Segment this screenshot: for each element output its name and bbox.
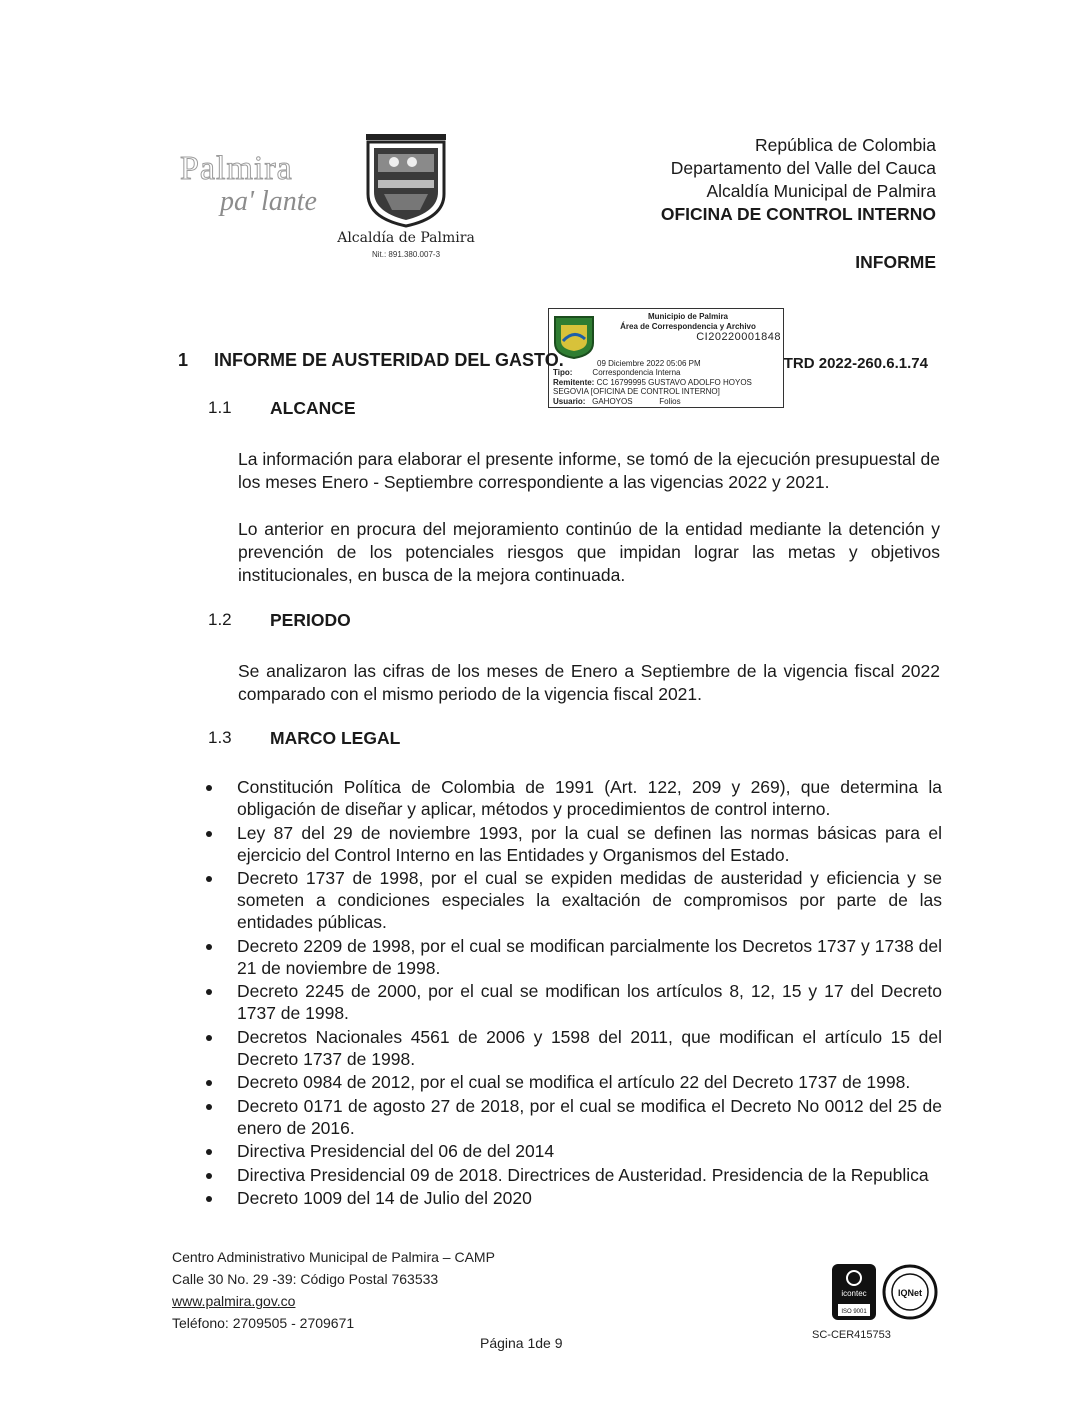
marco-legal-number: 1.3 xyxy=(208,728,232,747)
alcance-number: 1.1 xyxy=(208,398,232,417)
certification-logos xyxy=(830,1262,940,1322)
bullet-icon xyxy=(206,1196,212,1202)
alcance-title: ALCANCE xyxy=(270,398,356,418)
list-item: Directiva Presidencial del 06 de del 2014 xyxy=(200,1140,942,1162)
section-1-title: INFORME DE AUSTERIDAD DEL GASTO. xyxy=(214,350,564,370)
header-country: República de Colombia xyxy=(755,135,936,155)
marco-legal-list xyxy=(200,776,942,1211)
bullet-icon xyxy=(206,944,212,950)
header-institution-block xyxy=(661,134,936,226)
alcance-paragraph-2: Lo anterior en procura del mejoramiento continúo de la entidad mediante la detención y prevención de los potenciales riesgos que impidan lograr las metas y objetivos institucionales, en busca de la mejora continuada. xyxy=(238,519,940,585)
section-1-number: 1 xyxy=(178,350,189,370)
footer-phone: Teléfono: 2709505 - 2709671 xyxy=(172,1315,355,1331)
bullet-icon xyxy=(206,831,212,837)
alcance-paragraph-1: La información para elaborar el presente informe, se tomó de la ejecución presupuestal de los meses Enero - Septiembre correspondiente a las vigencias 2022 y 2021. xyxy=(238,449,940,492)
periodo-title: PERIODO xyxy=(270,610,351,630)
footer-address-2: Calle 30 No. 29 -39: Código Postal 763533 xyxy=(172,1271,439,1287)
list-item: Decreto 2245 de 2000, por el cual se modifican los artículos 8, 12, 15 y 17 del Decreto 1737 de 1998. xyxy=(200,980,942,1024)
document-type-label: INFORME xyxy=(855,252,936,272)
list-item: Decreto 1009 del 14 de Julio del 2020 xyxy=(200,1187,942,1209)
bullet-icon xyxy=(206,876,212,882)
stamp-heading: Municipio de Palmira Área de Correspondencia y Archivo xyxy=(620,312,756,331)
svg-text:icontec: icontec xyxy=(841,1289,867,1298)
bullet-icon xyxy=(206,1080,212,1086)
stamp-code: CI20220001848 xyxy=(696,331,781,343)
marco-legal-title: MARCO LEGAL xyxy=(270,728,401,748)
periodo-number: 1.2 xyxy=(208,610,232,629)
list-item: Decreto 2209 de 1998, por el cual se modifican parcialmente los Decretos 1737 y 1738 del 21 de noviembre de 1998. xyxy=(200,935,942,979)
correspondence-stamp xyxy=(548,308,784,408)
header-office: OFICINA DE CONTROL INTERNO xyxy=(660,204,936,224)
bullet-icon xyxy=(206,989,212,995)
stamp-date: 09 Diciembre 2022 05:06 PM xyxy=(597,359,701,368)
list-item: Decreto 1737 de 1998, por el cual se expiden medidas de austeridad y eficiencia y se someten a condiciones especiales la exaltación de compromisos por parte de las entidades públicas. xyxy=(200,867,942,933)
list-item: Directiva Presidencial 09 de 2018. Directrices de Austeridad. Presidencia de la Republica xyxy=(200,1164,942,1186)
bullet-icon xyxy=(206,785,212,791)
bullet-icon xyxy=(206,1173,212,1179)
footer-contact xyxy=(172,1246,495,1334)
bullet-icon xyxy=(206,1104,212,1110)
trd-code: TRD 2022-260.6.1.74 xyxy=(783,355,928,372)
footer-address-1: Centro Administrativo Municipal de Palmira – CAMP xyxy=(172,1249,495,1265)
alcaldia-name: Alcaldía de Palmira xyxy=(337,230,475,246)
footer-website-link[interactable]: www.palmira.gov.co xyxy=(172,1293,296,1309)
page-number: Página 1de 9 xyxy=(480,1335,563,1351)
header-department: Departamento del Valle del Cauca xyxy=(670,158,936,178)
svg-text:ISO 9001: ISO 9001 xyxy=(841,1309,867,1315)
list-item: Decreto 0984 de 2012, por el cual se modifica el artículo 22 del Decreto 1737 de 1998. xyxy=(200,1071,942,1093)
list-item: Decretos Nacionales 4561 de 2006 y 1598 del 2011, que modifican el artículo 15 del Decreto 1737 de 1998. xyxy=(200,1026,942,1070)
periodo-paragraph: Se analizaron las cifras de los meses de Enero a Septiembre de la vigencia fiscal 2022 comparado con el mismo periodo de la vigencia fiscal 2021. xyxy=(238,661,940,704)
list-item: Decreto 0171 de agosto 27 de 2018, por el cual se modifica el Decreto No 0012 del 25 de enero de 2016. xyxy=(200,1095,942,1139)
list-item: Ley 87 del 29 de noviembre 1993, por la cual se definen las normas básicas para el ejercicio del Control Interno en las Entidades y Organismos del Estado. xyxy=(200,822,942,866)
list-item: Constitución Política de Colombia de 1991 (Art. 122, 209 y 269), que determina la obligación de diseñar y aplicar, métodos y procedimientos de control interno. xyxy=(200,776,942,820)
alcaldia-nit: Nit.: 891.380.007-3 xyxy=(371,250,441,259)
header-municipality: Alcaldía Municipal de Palmira xyxy=(706,181,936,201)
palmira-slogan-logo: Palmira pa' lante xyxy=(180,150,317,217)
stamp-details: Tipo: Correspondencia Interna Remitente: CC 16799995 GUSTAVO ADOLFO HOYOS SEGOVIA [OFICINA DE CONTROL INTERNO] Usuario: GAHOYOS Folios xyxy=(553,368,752,406)
palmira-coat-of-arms-logo xyxy=(364,132,448,228)
bullet-icon xyxy=(206,1035,212,1041)
bullet-icon xyxy=(206,1149,212,1155)
certificate-code: SC-CER415753 xyxy=(812,1329,891,1341)
svg-text:IQNet: IQNet xyxy=(897,1288,923,1298)
